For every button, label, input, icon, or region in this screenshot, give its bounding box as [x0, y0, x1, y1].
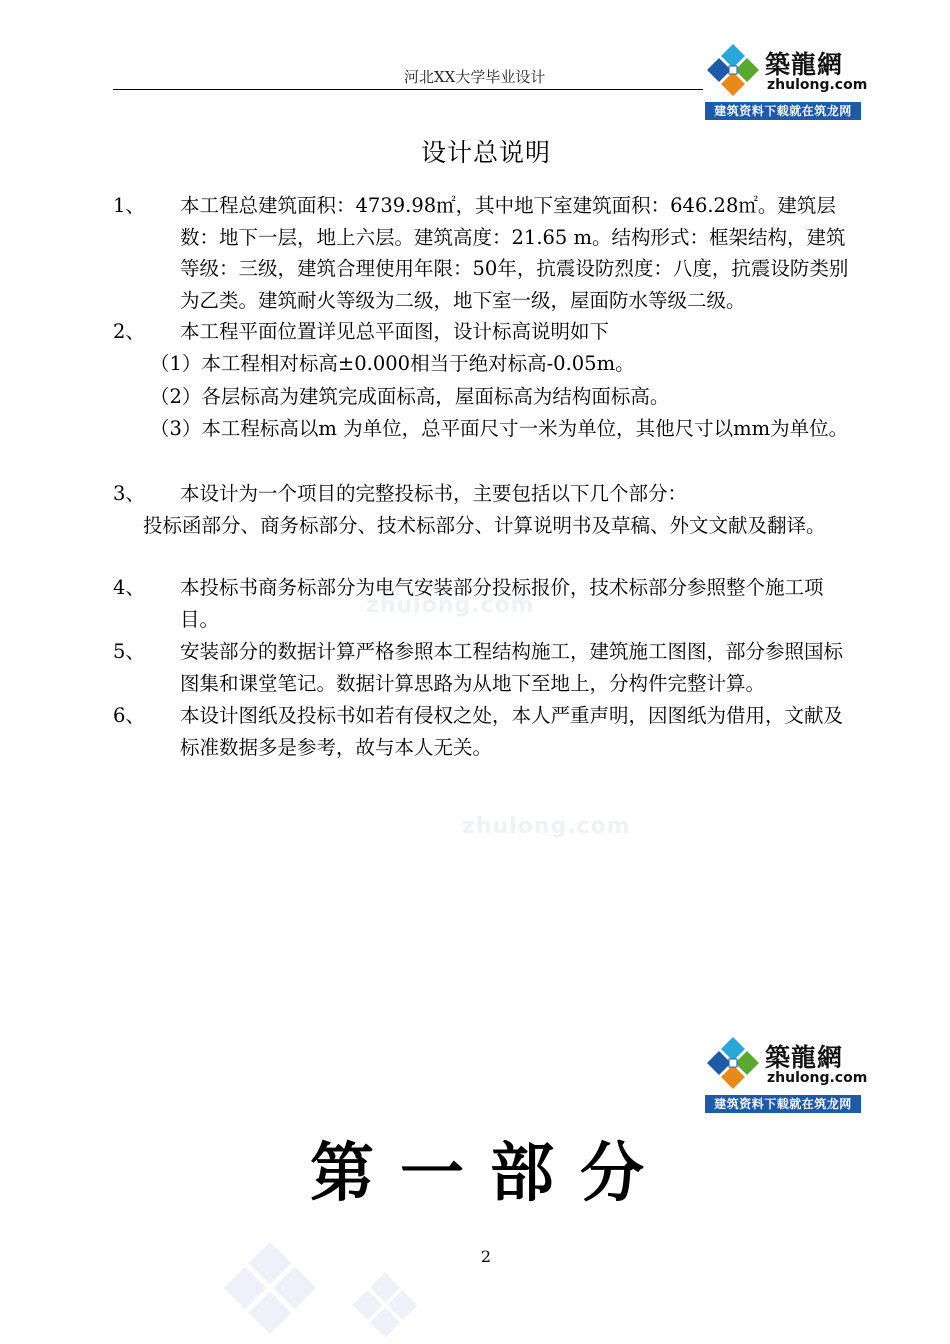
watermark-text: zhulong.com: [462, 814, 631, 839]
item-number: 2、: [113, 320, 145, 343]
watermark-text: zhulong.com: [366, 593, 535, 618]
page-number: 2: [480, 1247, 492, 1266]
item-text: 本工程总建筑面积：4739.98㎡，其中地下室建筑面积：646.28㎡。建筑层数：地下一层，地上六层。建筑高度：21.65 m。结构形式：框架结构，建筑等级：三级，建筑合理使用年限：50年，抗震设防烈度：八度，抗震设防类别为乙类。建筑耐火等级为二级，地下室一级，屋面防水等级二级。: [180, 194, 849, 312]
logo-slogan: 建筑资料下载就在筑龙网: [705, 1095, 861, 1113]
subitem: （2）各层标高为建筑完成面标高，屋面标高为结构面标高。: [150, 385, 670, 408]
subitem: （1）本工程相对标高±0.000相当于绝对标高-0.05m。: [150, 352, 635, 375]
item-text: 本设计图纸及投标书如若有侵权之处，本人严重声明，因图纸为借用，文献及标准数据多是参考，故与本人无关。: [180, 704, 844, 759]
subitem: （3）本工程标高以m 为单位，总平面尺寸一米为单位，其他尺寸以mm为单位。: [150, 417, 849, 440]
item-paragraph: [143, 190, 861, 316]
item-continuation: 投标函部分、商务标部分、技术标部分、计算说明书及草稿、外文文献及翻译。: [143, 513, 826, 537]
logo-brand-cn: 築龍網: [765, 50, 844, 79]
watermark-logo-icon: [220, 1238, 320, 1338]
zhulong-logo-top: [705, 42, 868, 120]
item-paragraph: [143, 316, 861, 348]
watermark-logo-icon: [350, 1270, 420, 1340]
item-paragraph: [143, 478, 861, 541]
item-text: 本投标书商务标部分为电气安装部分投标报价，技术标部分参照整个施工项目。: [180, 576, 824, 631]
zhulong-logo-mark-icon: [705, 1035, 761, 1091]
part-title: 第一部分: [310, 1136, 670, 1211]
header-school-name: 河北XX大学毕业设计: [404, 68, 546, 86]
logo-brand-cn: 築龍網: [765, 1043, 844, 1072]
item-paragraph: [143, 700, 861, 763]
item-text: 本工程平面位置详见总平面图，设计标高说明如下: [180, 320, 610, 343]
item-text: 安装部分的数据计算严格参照本工程结构施工，建筑施工图图，部分参照国标图集和课堂笔记。数据计算思路为从地下至地上，分构件完整计算。: [180, 640, 844, 695]
zhulong-logo-bottom: [705, 1035, 868, 1113]
zhulong-logo-mark-icon: [705, 42, 761, 98]
logo-brand-en: zhulong.com: [767, 77, 868, 93]
item-number: 6、: [113, 704, 145, 727]
item-text: 本设计为一个项目的完整投标书，主要包括以下几个部分：: [180, 482, 688, 505]
item-paragraph: [143, 572, 861, 635]
header-rule: [113, 89, 703, 90]
item-number: 3、: [113, 482, 145, 505]
item-number: 1、: [113, 194, 145, 217]
item-paragraph: [143, 636, 861, 699]
logo-slogan: 建筑资料下载就在筑龙网: [705, 102, 861, 120]
document-title: 设计总说明: [420, 138, 551, 167]
item-number: 4、: [113, 576, 145, 599]
item-number: 5、: [113, 640, 145, 663]
logo-brand-en: zhulong.com: [767, 1070, 868, 1086]
